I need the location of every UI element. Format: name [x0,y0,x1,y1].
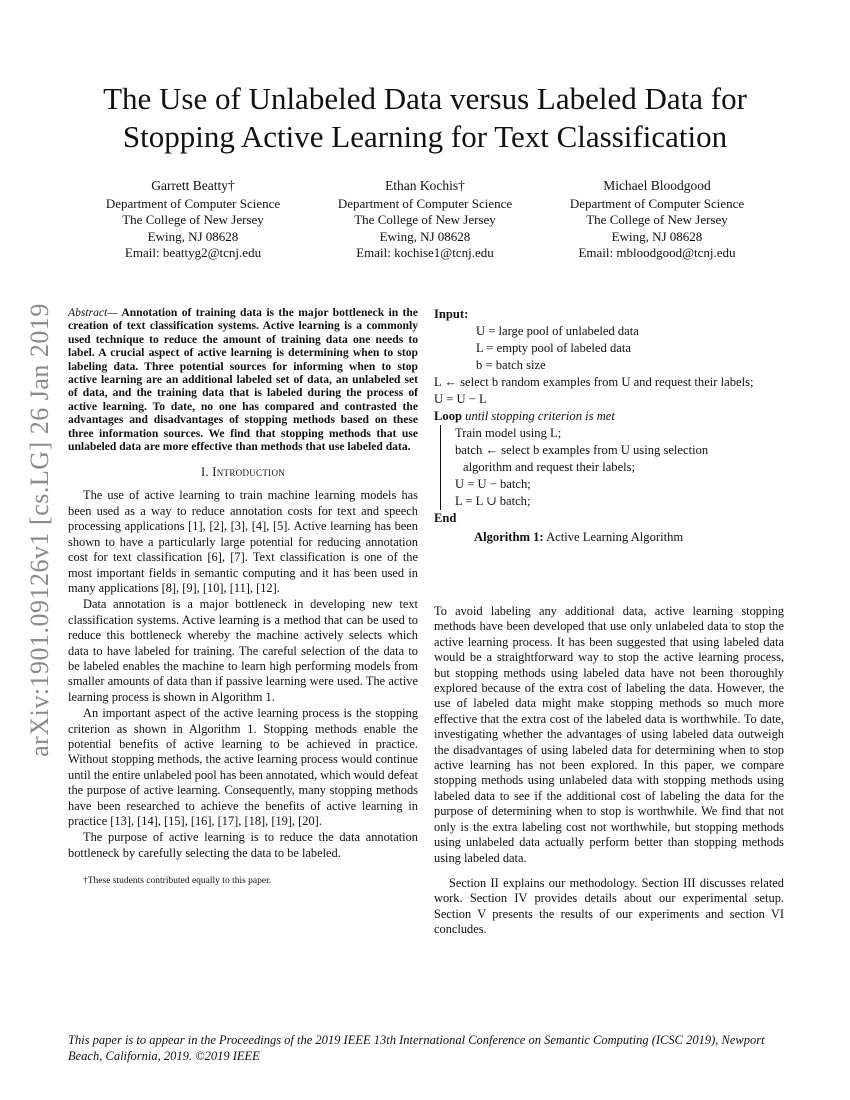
algo-input-l: L = empty pool of labeled data [476,341,631,355]
title-line-2: Stopping Active Learning for Text Classification [122,119,728,154]
author-block [80,178,770,262]
section-heading-introduction [68,465,418,480]
algo-update-line: U = U − L [434,392,487,406]
algorithm-caption-text: Active Learning Algorithm [543,530,684,544]
author-email: Email: kochise1@tcnj.edu [356,245,494,260]
author-dept: Department of Computer Science [337,195,513,211]
author-name: Michael Bloodgood [603,178,711,193]
algo-train-line: Train model using L; [455,426,562,440]
arxiv-stamp-text: arXiv:1901.09126v1 [cs.LG] 26 Jan 2019 [25,303,54,757]
publication-note: This paper is to appear in the Proceedings of the 2019 IEEE 13th International Conference on Semantic Computing (ICSC 2019), Newport Beach, California, 2019. ©2019 IEEE [68,1033,765,1063]
algo-batch-line: batch ← select b examples from U using selection [455,443,709,457]
right-paragraph-1: To avoid labeling any additional data, active learning stopping methods have been developed that use only unlabeled data to stop the active learning process. It has been suggested that using labeled data would be a straightforward way to stop the active learning process, but stopping methods using labeled data have not been thoroughly explored because of the extra cost of labeling the data. However, the use of labeled data might make stopping methods so much more effective that the extra cost of the labeled data is worthwhile. To date, investigating whether the advantages of using labeled data outweigh the disadvantages of using labeled data for determining when to stop active learning has not been explored. In this paper, we compare stopping methods using unlabeled data with stopping methods using labeled data to see if the additional cost of labeling the data for the purpose of determining when to stop is worthwhile. We find that not only is the extra labeling cost not worthwhile, but stopping methods using unlabeled data actually perform better than stopping methods using labeled data. [434,604,784,865]
author-2 [312,178,538,262]
abstract-text: Annotation of training data is the major bottleneck in the creation of text classification systems. Active learning is a commonly used technique to reduce the amount of training data one needs to label. A crucial aspect of active learning is determining when to stop labeling data. Three potential sources for informing when to stop active learning are an additional labeled set of data, an unlabeled set of data, and the training data that is labeled during the process of active learning. To date, no one has compared and contrasted the advantages and disadvantages of stopping methods based on these three information sources. We find that stopping methods that use unlabeled data are more effective than methods that use labeled data. [68,306,418,454]
section-title: Introduction [212,465,286,480]
author-email: Email: mbloodgood@tcnj.edu [578,245,736,260]
footnote: †These students contributed equally to this paper. [83,876,272,887]
intro-paragraph-2: Data annotation is a major bottleneck in developing new text classification systems. Active learning is a method that can be used to reduce this bottleneck whereby the machine actively selects which data to have labeled for training. The careful selection of the data to be labeled enables the machine to learn high performing models from smaller amounts of data than if passive learning were used. The active learning process is shown in Algorithm 1. [68,597,418,704]
author-dept: Department of Computer Science [105,195,281,211]
algorithm-caption [434,529,784,546]
paper-title [50,80,800,156]
author-name: Garrett Beatty† [151,178,235,193]
algo-loop-line [434,408,784,425]
abstract [68,306,418,453]
author-college: The College of New Jersey [354,212,496,227]
algo-select-line: L ← select b random examples from U and request their labels; [434,375,754,389]
author-city: Ewing, NJ 08628 [379,228,471,244]
algorithm-block [434,306,784,546]
algo-loop-condition: until stopping criterion is met [465,409,615,423]
section-number: I. [200,465,213,480]
algo-l-update: L = L ∪ batch; [455,494,531,508]
author-city: Ewing, NJ 08628 [611,228,703,244]
algo-u-update: U = U − batch; [455,477,531,491]
intro-paragraph-1: The use of active learning to train machine learning models has been used as a way to reduce annotation costs for text and speech processing applications [1], [2], [3], [4], [5]. Active learning has been shown to have a particularly large potential for reducing annotation cost for text classification [6], [7]. Text classification is one of the most important fields in semantic computing and it has been used in many applications [8], [9], [10], [11], [12]. [68,488,418,595]
right-paragraph-2: Section II explains our methodology. Section III discusses related work. Section IV provides details about our experimental setup. Section V presents the results of our experiments and section VI concludes. [434,875,784,937]
right-body-text [434,604,784,938]
abstract-label: Abstract— [68,306,118,319]
author-dept: Department of Computer Science [569,195,745,211]
author-name: Ethan Kochis† [385,178,465,193]
algo-batch-line-cont: algorithm and request their labels; [463,460,636,474]
algo-input-u: U = large pool of unlabeled data [476,324,639,338]
algorithm-caption-label: Algorithm 1: [474,530,544,544]
author-email: Email: beattyg2@tcnj.edu [124,245,262,260]
author-3 [544,178,770,262]
author-college: The College of New Jersey [586,212,728,227]
algo-input-b: b = batch size [476,358,546,372]
title-line-1: The Use of Unlabeled Data versus Labeled Data for [103,81,747,116]
algo-end-keyword: End [434,511,457,525]
algo-loop-body [440,425,784,510]
algo-input-label: Input: [434,307,469,321]
author-1 [80,178,306,262]
left-column [68,306,418,887]
intro-paragraph-3: An important aspect of the active learning process is the stopping criterion as shown in Algorithm 1. Stopping methods enable the potential benefits of active learning to be achieved in practice. Without stopping methods, the active learning process would continue until the entire unlabeled pool has been annotated, which would defeat the purpose of active learning. Consequently, many stopping methods have been researched to achieve the benefits of active learning in practice [13], [14], [15], [16], [17], [18], [19], [20]. [68,706,418,828]
right-column [434,306,784,938]
intro-paragraph-4: The purpose of active learning is to reduce the data annotation bottleneck by carefully selecting the data to be labeled. [68,830,418,860]
algo-loop-keyword: Loop [434,409,462,423]
arxiv-stamp [20,270,60,790]
author-city: Ewing, NJ 08628 [147,228,239,244]
author-college: The College of New Jersey [122,212,264,227]
